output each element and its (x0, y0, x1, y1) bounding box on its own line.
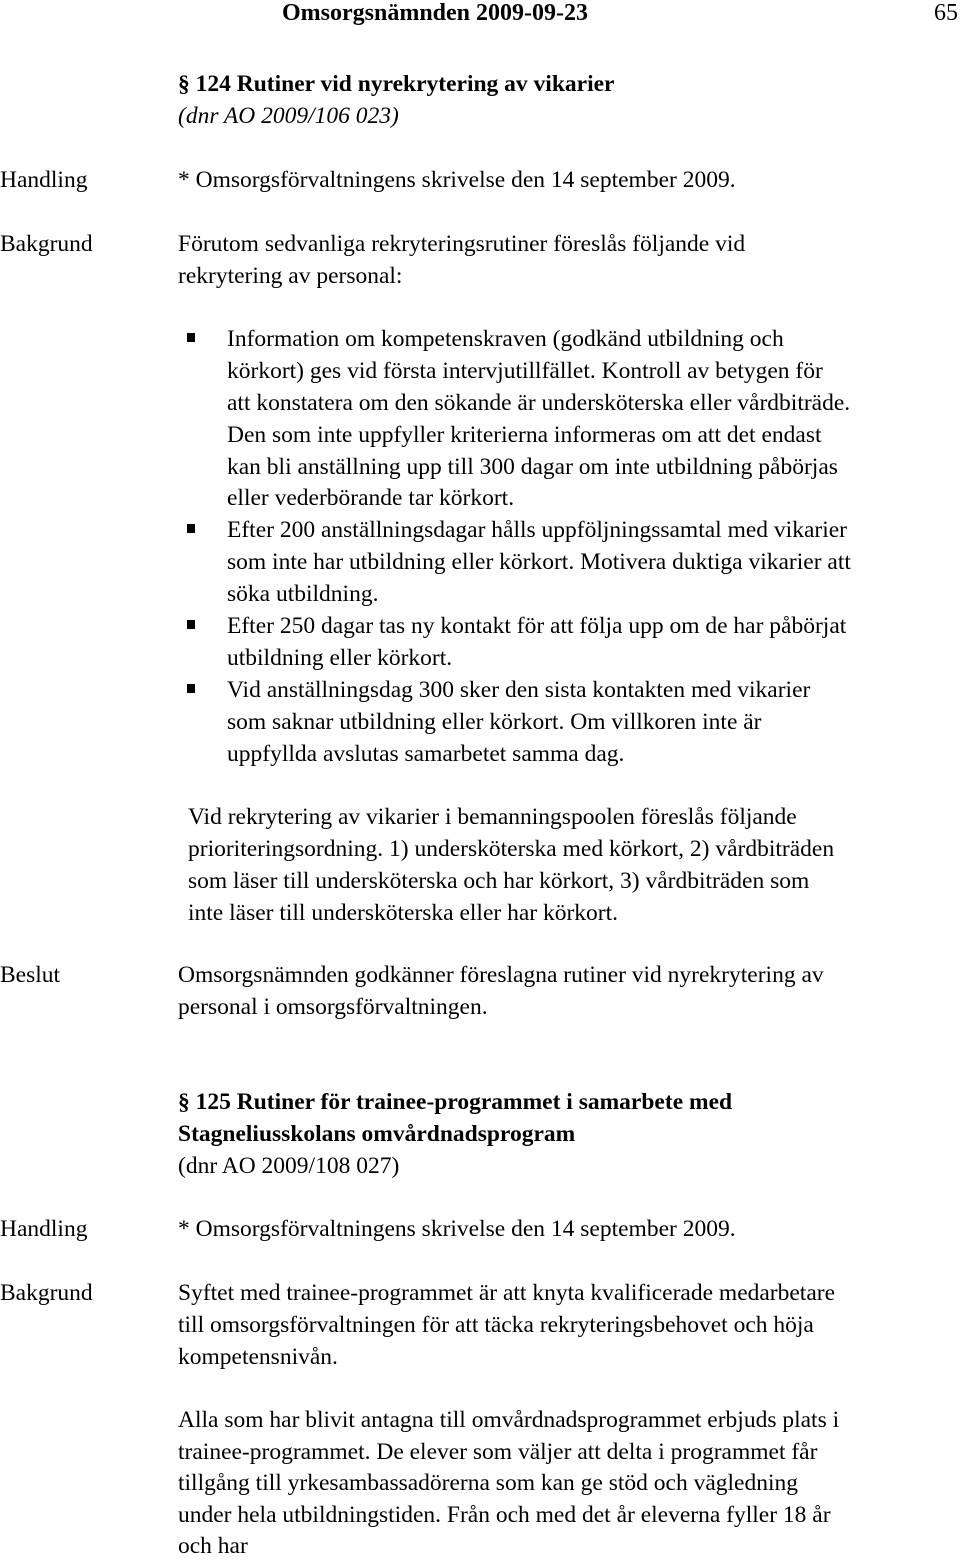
bakgrund-label: Bakgrund (0, 1280, 93, 1306)
paragraph-line: Alla som har blivit antagna till omvårdnadsprogrammet erbjuds plats i (178, 1407, 840, 1433)
section-125-heading: § 125 Rutiner för trainee-programmet i samarbete med (178, 1089, 733, 1115)
document-header-title: Omsorgsnämnden 2009-09-23 (282, 0, 589, 26)
bullet-1-line: att konstatera om den sökande är undersköterska eller vårdbiträde. (227, 390, 851, 416)
bullet-1-line: kan bli anställning upp till 300 dagar om inte utbildning påbörjas (227, 454, 838, 480)
bullet-4-line: Vid anställningsdag 300 sker den sista kontakten med vikarier (227, 677, 811, 703)
pool-paragraph-line: Vid rekrytering av vikarier i bemanningspoolen föreslås följande (188, 804, 797, 830)
bullet-4-line: uppfyllda avslutas samarbetet samma dag. (227, 741, 625, 767)
bullet-2-line: Efter 200 anställningsdagar hålls uppföljningssamtal med vikarier (227, 517, 847, 543)
paragraph-line: trainee-programmet. De elever som väljer att delta i programmet får (178, 1439, 818, 1465)
paragraph-line: tillgång till yrkesambassadörerna som kan ge stöd och vägledning (178, 1470, 798, 1496)
section-125-heading-line2: Stagneliusskolans omvårdnadsprogram (178, 1121, 576, 1147)
bakgrund-paragraph-line: kompetensnivån. (178, 1344, 338, 1370)
pool-paragraph-line: prioriteringsordning. 1) undersköterska med körkort, 2) vårdbiträden (188, 836, 835, 862)
bullet-4-line: som saknar utbildning eller körkort. Om villkoren inte är (227, 709, 762, 735)
bullet-1-line: Den som inte uppfyller kriterierna informeras om att det endast (227, 422, 822, 448)
bullet-square-icon (187, 620, 195, 629)
section-124-heading: § 124 Rutiner vid nyrekrytering av vikarier (178, 71, 615, 97)
pool-paragraph-line: som läser till undersköterska och har körkort, 3) vårdbiträden som (188, 868, 810, 894)
handling-text: * Omsorgsförvaltningens skrivelse den 14 september 2009. (178, 167, 736, 193)
bakgrund-label: Bakgrund (0, 231, 93, 257)
bullet-3-line: utbildning eller körkort. (227, 645, 453, 671)
beslut-label: Beslut (0, 962, 61, 988)
beslut-line: personal i omsorgsförvaltningen. (178, 994, 488, 1020)
bullet-1-line: eller vederbörande tar körkort. (227, 485, 515, 511)
bullet-1-line: körkort) ges vid första intervjutillfället. Kontroll av betygen för (227, 358, 823, 384)
bullet-square-icon (187, 684, 195, 693)
bullet-2-line: som inte har utbildning eller körkort. Motivera duktiga vikarier att (227, 549, 851, 575)
paragraph-line: under hela utbildningstiden. Från och med det år eleverna fyller 18 år (178, 1502, 831, 1528)
bullet-3-line: Efter 250 dagar tas ny kontakt för att följa upp om de har påbörjat (227, 613, 847, 639)
section-125-dnr: (dnr AO 2009/108 027) (178, 1153, 400, 1179)
paragraph-line: och har (178, 1533, 248, 1559)
bakgrund-line: Förutom sedvanliga rekryteringsrutiner föreslås följande vid (178, 231, 746, 257)
page-number: 65 (934, 0, 958, 26)
bakgrund-paragraph-line: Syftet med trainee-programmet är att knyta kvalificerade medarbetare (178, 1280, 836, 1306)
section-124-dnr: (dnr AO 2009/106 023) (178, 103, 399, 129)
handling-label: Handling (0, 167, 88, 193)
bullet-1-line: Information om kompetenskraven (godkänd utbildning och (227, 326, 784, 352)
handling-text: * Omsorgsförvaltningens skrivelse den 14 september 2009. (178, 1216, 736, 1242)
bakgrund-paragraph-line: till omsorgsförvaltningen för att täcka rekryteringsbehovet och höja (178, 1312, 814, 1338)
bullet-square-icon (187, 524, 195, 533)
bakgrund-line: rekrytering av personal: (178, 263, 403, 289)
bullet-2-line: söka utbildning. (227, 581, 379, 607)
beslut-line: Omsorgsnämnden godkänner föreslagna rutiner vid nyrekrytering av (178, 962, 824, 988)
handling-label: Handling (0, 1216, 88, 1242)
pool-paragraph-line: inte läser till undersköterska eller har körkort. (188, 900, 619, 926)
bullet-square-icon (187, 333, 195, 342)
